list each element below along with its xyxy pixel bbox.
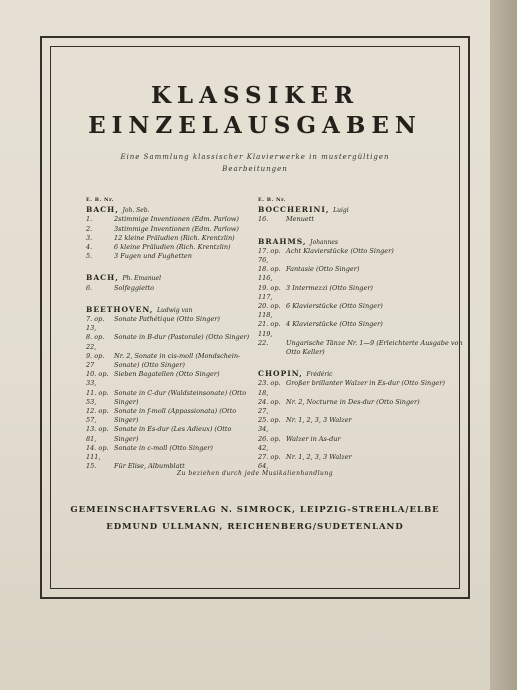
catalog-entry: [86, 243, 254, 252]
catalog-entry: [86, 234, 254, 243]
catalog-entry: [258, 435, 468, 453]
catalog-entry: [258, 284, 468, 302]
entry-title: Nr. 1, 2, 3, 3 Walzer: [286, 453, 352, 462]
entry-title: Sonate in C-dur (Waldsteinsonate) (Otto Singer): [114, 388, 247, 406]
catalog-entry: [86, 333, 254, 351]
right-catalog-column: [258, 196, 468, 477]
entry-number: 11. op. 53,: [86, 388, 109, 406]
footer-note: Zu beziehen durch jede Musikalienhandlung: [176, 470, 334, 477]
entry-title: Acht Klavierstücke (Otto Singer): [286, 246, 394, 255]
catalog-entry: [258, 453, 468, 471]
entry-title: 6 Klavierstücke (Otto Singer): [286, 302, 383, 311]
entry-number: 21. op. 119,: [258, 320, 281, 338]
entry-number: 13. op. 81,: [86, 425, 109, 443]
composer-heading: [258, 237, 468, 247]
entry-title: Sieben Bagatellen (Otto Singer): [114, 370, 220, 379]
catalog-entry: [86, 425, 254, 443]
composer-surname: BACH,: [86, 273, 119, 283]
entry-title: Für Elise, Albumblatt: [114, 462, 185, 471]
composer-firstname: Johannes: [310, 238, 338, 246]
entry-title: Sonate in c-moll (Otto Singer): [114, 443, 213, 452]
catalog-entry: [86, 284, 254, 293]
composer-surname: BACH,: [86, 205, 119, 215]
entry-title: 4 Klavierstücke (Otto Singer): [286, 320, 383, 329]
section-gap: [86, 261, 254, 267]
entry-title: Walzer in As-dur: [286, 434, 341, 443]
section-gap: [258, 225, 468, 231]
entry-number: 23. op. 18,: [258, 379, 281, 397]
composer-surname: BOCCHERINI,: [258, 205, 330, 215]
page-edge: [490, 0, 517, 690]
entry-title: Solfeggietto: [114, 283, 155, 292]
entry-number: 20. op. 118,: [258, 302, 281, 320]
entry-title: Sonate in f-moll (Appassionata) (Otto Singer): [114, 407, 237, 425]
catalog-entry: [86, 315, 254, 333]
catalog-entry: [258, 302, 468, 320]
section-gap: [258, 357, 468, 363]
entry-number: 3.: [86, 233, 93, 242]
catalog-entry: [258, 320, 468, 338]
title-line-2: EINZELAUSGABEN: [88, 112, 422, 139]
eb-nr-label: E. B. Nr.: [258, 197, 286, 203]
entry-number: 19. op. 117,: [258, 283, 281, 301]
entry-number: 15.: [86, 462, 97, 471]
entry-number: 8. op. 22,: [86, 333, 105, 351]
entry-number: 18. op. 116,: [258, 265, 281, 283]
entry-number: 27. op. 64,: [258, 453, 281, 471]
entry-number: 26. op. 42,: [258, 434, 281, 452]
catalog-entry: [86, 370, 254, 388]
catalog-entry: [258, 215, 468, 224]
composer-heading: [86, 273, 254, 283]
catalog-entry: [86, 215, 254, 224]
entry-title: Menuett: [286, 215, 314, 224]
catalog-entry: [258, 379, 468, 397]
catalog-entry: [86, 352, 254, 370]
left-catalog-column: [86, 196, 254, 477]
entry-number: 25. op. 34,: [258, 416, 281, 434]
entry-title: Sonate in B-dur (Pastorale) (Otto Singer): [114, 333, 250, 342]
eb-nr-label: E. B. Nr.: [86, 197, 114, 203]
section-gap: [86, 293, 254, 299]
publisher-line-1: GEMEINSCHAFTSVERLAG N. SIMROCK, LEIPZIG-STREHLA/ELBE: [70, 505, 440, 515]
entry-number: 22.: [258, 338, 269, 347]
composer-surname: BEETHOVEN,: [86, 304, 154, 314]
entry-number: 5.: [86, 252, 93, 261]
catalog-entry: [258, 265, 468, 283]
entry-number: 17. op. 76,: [258, 246, 281, 265]
entry-title: 12 kleine Präludien (Rich. Krentzlin): [114, 233, 235, 242]
entry-title: Großer brillanter Walzer in Es-dur (Otto Singer): [286, 379, 445, 388]
entry-number: 7. op. 13,: [86, 315, 105, 333]
entry-number: 12. op. 57,: [86, 407, 109, 425]
entry-title: Nr. 2, Nocturne in Des-dur (Otto Singer): [286, 397, 420, 406]
catalog-entry: [258, 416, 468, 434]
composer-heading: [86, 305, 254, 315]
catalog-entry: [86, 444, 254, 462]
entry-title: Ungarische Tänze Nr. 1—9 (Erleichterte Ausgabe von Otto Keller): [286, 338, 463, 357]
entry-title: 3 Intermezzi (Otto Singer): [286, 283, 373, 292]
composer-firstname: Frédéric: [306, 371, 333, 379]
entry-title: 2stimmige Inventionen (Edm. Parlow): [114, 215, 239, 224]
entry-number: 24. op. 27,: [258, 397, 281, 416]
composer-firstname: Ph. Emanuel: [122, 275, 162, 283]
entry-number: 2.: [86, 224, 93, 233]
entry-title: 3stimmige Inventionen (Edm. Parlow): [114, 224, 239, 233]
catalog-entry: [86, 252, 254, 261]
catalog-entry: [258, 247, 468, 265]
composer-heading: [258, 369, 468, 379]
composer-firstname: Ludwig van: [157, 306, 193, 314]
composer-heading: [258, 205, 468, 215]
entry-number: 1.: [86, 215, 93, 224]
composer-firstname: Luigi: [333, 207, 349, 215]
catalog-entry: [258, 339, 468, 357]
subtitle-line-2: Bearbeitungen: [222, 165, 288, 173]
catalog-entry: [86, 407, 254, 425]
entry-number: 16.: [258, 215, 269, 224]
entry-title: Sonate Pathétique (Otto Singer): [114, 315, 220, 324]
subtitle-line-1: Eine Sammlung klassischer Klavierwerke in mustergültigen: [120, 153, 390, 161]
entry-title: Sonate in Es-dur (Les Adieux) (Otto Singer): [114, 425, 232, 443]
title-line-1: KLASSIKER: [150, 82, 360, 109]
entry-number: 14. op. 111,: [86, 443, 109, 462]
entry-title: 3 Fugen und Fughetten: [114, 252, 192, 261]
composer-surname: CHOPIN,: [258, 369, 303, 379]
catalog-entry: [258, 398, 468, 416]
composer-firstname: Joh. Seb.: [122, 207, 150, 215]
composer-surname: BRAHMS,: [258, 236, 307, 246]
entry-number: 9. op. 27: [86, 351, 105, 370]
entry-title: Nr. 2, Sonate in cis-moll (Mondschein-Sonate) (Otto Singer): [114, 351, 241, 370]
entry-title: 6 kleine Präludien (Rich. Krentzlin): [114, 243, 231, 252]
entry-title: Fantasie (Otto Singer): [286, 265, 360, 274]
entry-title: Nr. 1, 2, 3, 3 Walzer: [286, 416, 352, 425]
catalog-entry: [86, 225, 254, 234]
entry-number: 10. op. 33,: [86, 370, 109, 388]
composer-heading: [86, 205, 254, 215]
entry-number: 6.: [86, 283, 93, 292]
entry-number: 4.: [86, 243, 93, 252]
publisher-line-2: EDMUND ULLMANN, REICHENBERG/SUDETENLAND: [106, 522, 404, 532]
catalog-entry: [86, 389, 254, 407]
